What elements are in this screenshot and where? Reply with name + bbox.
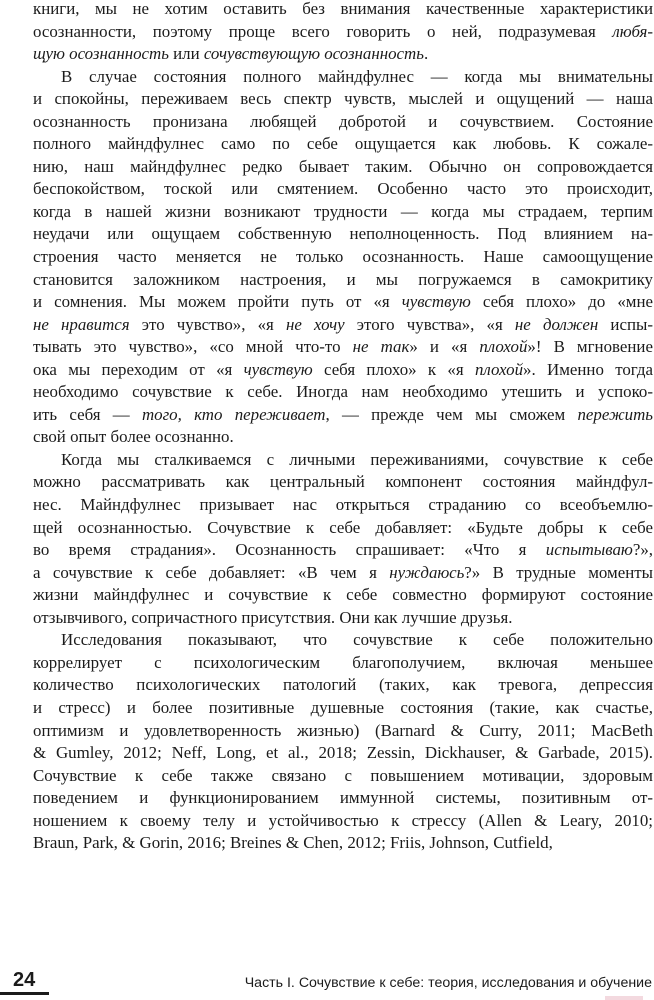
text-run: становится заложником настроения, и мы погружаемся в самокритику [33,269,653,289]
text-run: и стресс) и более позитивные душевные состояния (такие, как счастье, [33,697,653,717]
text-line [33,832,653,855]
text-line [33,66,653,89]
italic-text: не нравится [33,314,130,334]
text-run: & Gumley, 2012; Neff, Long, et al., 2018; Zessin, Dickhauser, & Garbade, 2015). [33,743,653,763]
running-title: Часть I. Сочувствие к себе: теория, исследования и обучение [244,975,652,991]
text-run: ?», [632,540,653,560]
text-line [33,314,653,337]
text-run: ?» В трудные моменты [464,562,654,582]
text-run: когда в нашей жизни возникают трудности — когда мы страдаем, терпим [33,201,653,221]
text-line [33,426,653,449]
italic-text: не так [352,337,410,357]
text-run: испы- [598,314,653,334]
text-line [33,21,653,44]
text-line [33,584,653,607]
text-line [33,88,653,111]
paragraph [33,66,653,449]
body-text [33,0,653,855]
text-line [33,246,653,269]
text-run: необходимо сочувствие к себе. Иногда нам необходимо утешить и успоко- [33,382,653,402]
italic-text: того, кто переживает [141,404,326,424]
text-run: себя плохо» к «я [312,359,475,379]
text-line [33,269,653,292]
italic-text: чувствую [243,359,313,379]
text-run: Когда мы сталкиваемся с личными переживаниями, сочувствие к себе [61,449,653,469]
italic-text: не хочу [285,314,345,334]
text-run: Braun, Park, & Gorin, 2016; Breines & Chen, 2012; Friis, Johnson, Cutfield, [33,833,553,853]
text-line [33,539,653,562]
text-line [33,607,653,630]
italic-text: сочувствующую осознанность [203,44,424,64]
text-run: или [168,44,204,64]
text-run: поведением и функционированием иммунной системы, позитивным от- [33,788,653,808]
italic-text: щую осознанность [33,44,169,64]
text-run: книги, мы не хотим оставить без внимания качественные характеристики [33,0,653,18]
text-run: неудачи или ощущаем собственную неполноценность. Под влиянием на- [33,224,653,244]
text-line [33,449,653,472]
text-run: отзывчивого, сопричастного присутствия. Они как лучшие друзья. [33,607,513,627]
page-footer [0,964,654,994]
text-run: ношением к своему телу и устойчивостью к стрессу (Allen & Leary, 2010; [33,810,653,830]
text-line [33,562,653,585]
text-line [33,674,653,697]
text-run: коррелирует с психологическим благополучием, включая меньшее [33,652,653,672]
text-line [33,517,653,540]
text-run: беспокойством, тоской или смятением. Особенно часто это происходит, [33,179,653,199]
text-line [33,471,653,494]
italic-text: плохой [474,359,524,379]
text-run: себя плохо» до «мне [470,292,653,312]
paragraph [33,629,653,854]
page-number-rule [0,992,49,995]
text-line [33,178,653,201]
text-line [33,742,653,765]
text-run: ить себя — [33,404,142,424]
italic-text: пережить [577,404,653,424]
text-run: этого чувства», «я [344,314,515,334]
text-line [33,201,653,224]
text-run: во время страдания». Осознанность спрашивает: «Что я [33,540,546,560]
text-line [33,223,653,246]
text-line [33,787,653,810]
text-line [33,720,653,743]
text-run: тывать это чувство», «со мной что-то [33,337,353,357]
page-number: 24 [13,969,36,991]
text-run: а сочувствие к себе добавляет: «В чем я [33,562,390,582]
text-line [33,359,653,382]
italic-text: испытываю [545,540,633,560]
italic-text: нуждаюсь [389,562,465,582]
text-run: полного майндфулнес само по себе ощущается как любовь. К сожале- [33,134,653,154]
text-line [33,810,653,833]
text-run: нию, наш майндфулнес редко бывает таким. Обычно он сопровождается [33,156,653,176]
text-run: ока мы переходим от «я [33,359,244,379]
text-run: и спокойны, переживаем весь спектр чувств, мыслей и ощущений — наша [33,89,653,109]
italic-text: чувствую [401,292,471,312]
text-line [33,133,653,156]
text-line [33,156,653,179]
text-run: » и «я [409,337,480,357]
corner-mark [605,996,643,1000]
text-run: , — прежде чем мы сможем [325,404,578,424]
text-run: и сомнения. Мы можем пройти путь от «я [33,292,402,312]
text-line [33,43,653,66]
text-run: строения часто меняется не только осознанность. Наше самоощущение [33,247,653,267]
text-line [33,765,653,788]
paragraph [33,449,653,629]
text-line [33,652,653,675]
text-run: . [423,44,429,64]
text-run: это чувство», «я [129,314,286,334]
text-run: ». Именно тогда [523,359,653,379]
text-line [33,111,653,134]
text-line [33,0,653,21]
text-run: можно рассматривать как центральный компонент состояния майндфул- [33,472,653,492]
text-line [33,404,653,427]
text-run: свой опыт более осознанно. [33,427,234,447]
text-line [33,629,653,652]
text-run: осознанности, поэтому проще всего говорить о ней, подразумевая [33,21,613,41]
text-line [33,494,653,517]
text-run: оптимизм и удовлетворенность жизнью) (Barnard & Curry, 2011; MacBeth [33,720,653,740]
text-line [33,381,653,404]
text-run: жизни майндфулнес и сочувствие к себе совместно формируют состояние [33,585,653,605]
text-run: осознанность пронизана любящей добротой и сочувствием. Состояние [33,111,653,131]
text-run: »! В мгновение [527,337,653,357]
text-run: В случае состояния полного майндфулнес — когда мы внимательны [61,66,653,86]
text-line [33,697,653,720]
italic-text: плохой [479,337,528,357]
text-run: Сочувствие к себе также связано с повышением мотивации, здоровым [33,765,653,785]
text-run: щей осознанностью. Сочувствие к себе добавляет: «Будьте добры к себе [33,517,653,537]
text-run: количество психологических патологий (таких, как тревога, депрессия [33,675,653,695]
italic-text: любя- [612,21,653,41]
paragraph [33,0,653,66]
text-run: Исследования показывают, что сочувствие к себе положительно [61,630,653,650]
text-line [33,291,653,314]
italic-text: не должен [514,314,599,334]
text-run: нес. Майндфулнес призывает нас открыться страданию со всеобъемлю- [33,495,653,515]
text-line [33,336,653,359]
